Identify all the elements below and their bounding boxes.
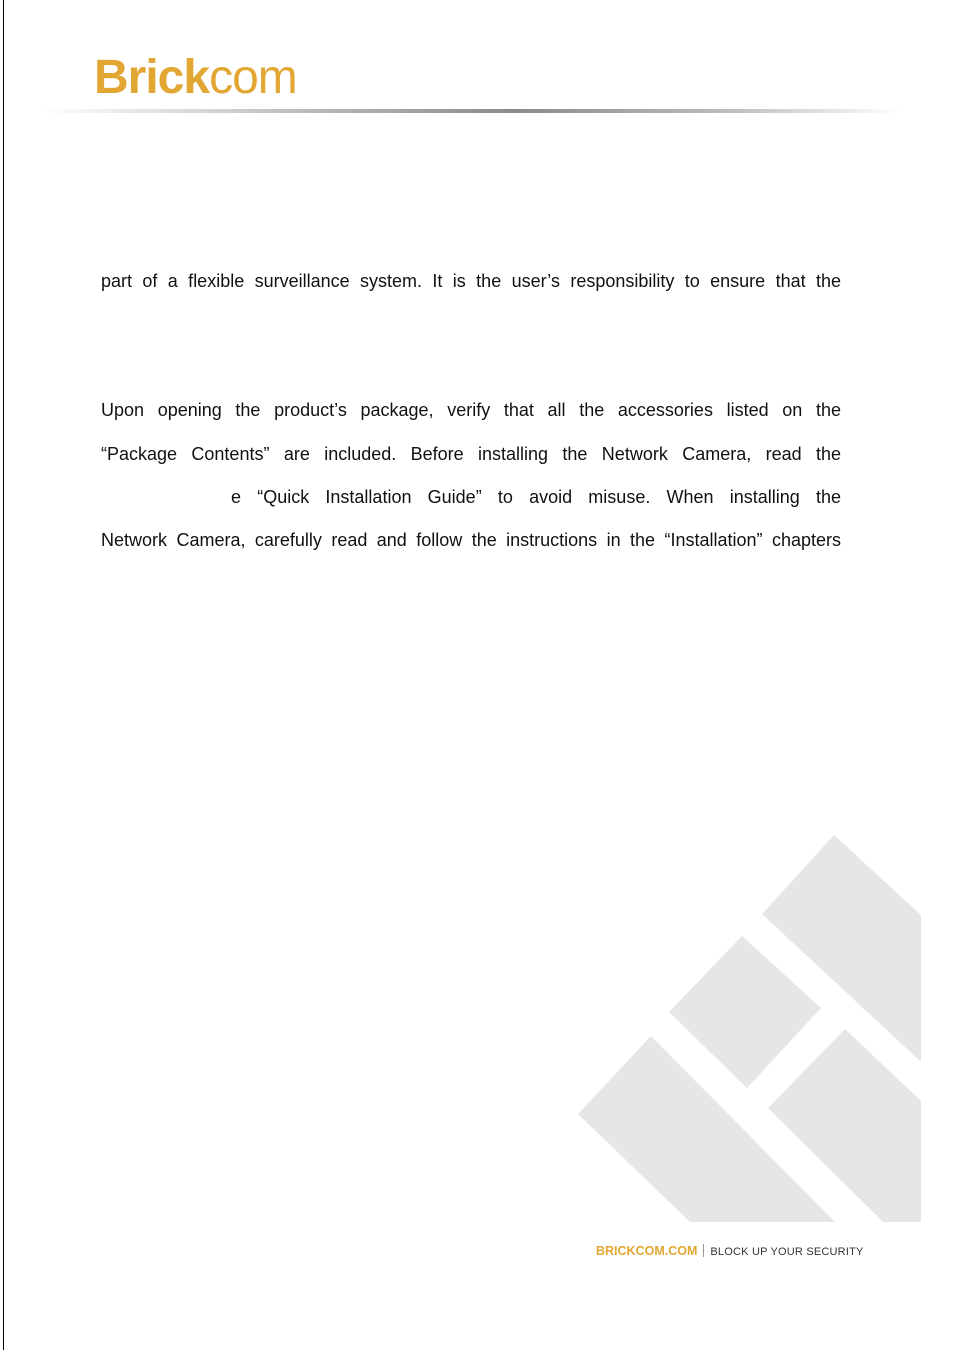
header-divider [40, 109, 900, 113]
body-line-2: Upon opening the product’s package, verify that all the accessories listed on the [101, 400, 841, 420]
body-line-3: “Package Contents” are included. Before installing the Network Camera, read the [101, 444, 841, 464]
brick-watermark-icon [570, 830, 930, 1230]
body-line-5: Network Camera, carefully read and follow the instructions in the “Installation” chapters [101, 530, 841, 550]
page-left-border [3, 0, 4, 1350]
footer-separator [703, 1244, 704, 1257]
brickcom-logo [94, 50, 297, 106]
body-line-4: e “Quick Installation Guide” to avoid misuse. When installing the [231, 487, 841, 507]
footer-site-link[interactable]: BRICKCOM.COM [596, 1244, 698, 1258]
body-line-1: part of a flexible surveillance system. It is the user’s responsibility to ensure that the [101, 271, 841, 291]
footer-slogan: BLOCK UP YOUR SECURITY [710, 1246, 864, 1258]
logo-com-text: com [209, 51, 297, 104]
logo-brick-text: Brick [94, 51, 210, 104]
footer-tagline [596, 1242, 864, 1260]
watermark-block-center [669, 936, 821, 1088]
